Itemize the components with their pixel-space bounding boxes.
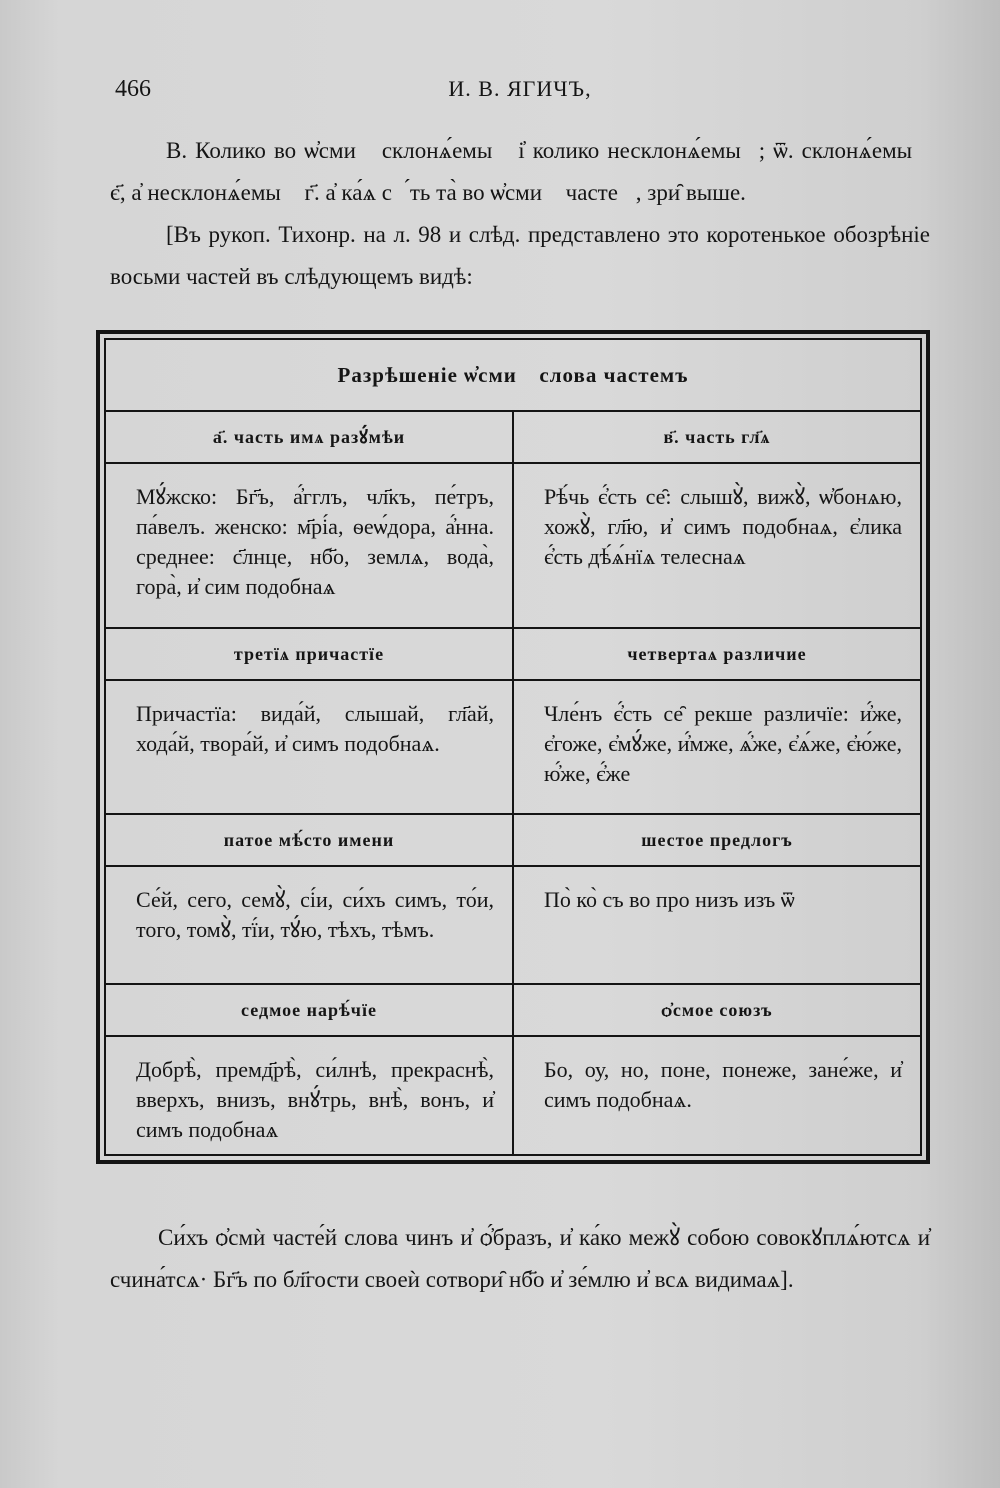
table-header-cell: шестое предлогъ [641,829,793,850]
table-body-cell: Се́й, сего, семꙋ̀, сі́и, си́хъ симъ, то́и, того, томꙋ̀, тї́и, тꙋ́ю, тѣхъ, тѣмъ. [106,867,514,983]
table-body-cell: По̀ ко̀ съ во про низъ изъ ѿ [544,887,795,912]
table-inner-frame [104,338,922,1156]
table-body-cell: Бо, оу, но, поне, понеже, зане́же, и҆ симъ подобнаѧ. [544,1057,902,1112]
table-body-row [106,867,920,985]
table-header-cell: а҃. часть имѧ разꙋ́мѣи [106,412,514,462]
table-header-row [106,815,920,867]
paragraph-editorial-note: [Въ рукоп. Тихонр. на л. 98 и слѣд. представлено это коротенькое обозрѣніе восьми частей въ слѣдующемъ видѣ: [110,222,930,289]
table-header-cell: третїѧ причастїе [106,629,514,679]
table-header-cell: в҃. часть гл҃ѧ [663,426,771,447]
table-body-cell: Чле́нъ є҆́сть се̑ рекше различїе: и҆́же, є҆гоже, є҆мꙋ́же, и҆́мже, ѧ҆́же, є҆ѧ́же, є҆ю́же, ю҆́же, є҆́же [544,701,902,786]
table-title: Разрѣшеніе ѡ҆смиⷨ слова частемъ [106,340,920,412]
table-header-row [106,985,920,1037]
table-body-row [106,464,920,629]
paragraph-closing: Си́хъ ѻ҆смѝ часте́й слова чинъ и҆ ѻ҆́бразъ, и҆ ка́ко межꙋ̀ собою совокꙋплѧ́ютсѧ и҆ счина́тсѧ· Бг҃ъ по бл҃гости своеѝ сотвори̑ нб҃о и҆ зе́млю и҆ всѧ видимаѧ]. [110,1225,930,1292]
table-header-row [106,412,920,464]
table-header-cell: ѻ҆смое союзъ [661,999,773,1020]
page-number: 466 [115,76,151,102]
table-body-row [106,1037,920,1154]
table-header-row [106,629,920,681]
table-header-cell: четвертаѧ различие [627,643,807,664]
table-body-cell: Рѣ́чь є҆́сть се̑: слышꙋ̀, вижꙋ̀, ѡ҆бонѧю, хожꙋ̀, гл҃ю, и҆ симъ подобнаѧ, є҆лика є҆́сть дѣ́ѧ́нїѧ телеснаѧ [544,484,902,569]
running-header [110,76,930,110]
table-body-cell: Добрѣ̀, премд҃рѣ̀, си́лнѣ, прекраснѣ̀, вверхъ, внизъ, внꙋ́трь, внѣ̀, вонъ, и҆ симъ подобнаѧ [106,1037,514,1154]
running-title: И. В. ЯГИЧЪ, [448,76,592,101]
table-body-cell: Мꙋ́жско: Бг҃ъ, а҆́гглъ, чл҃къ, пе́тръ, па́велъ. женско: м҃рі́а, ѳеѡ́дора, а҆́нна. среднее: с҃лнце, нб҃о, землѧ, вода̀, гора̀, и҆ сим подобнаѧ [106,464,514,627]
table-header-cell: патое мѣ́сто имени [106,815,514,865]
table-header-cell: седмое нарѣ́чїе [106,985,514,1035]
table-body-cell: Причастїа: вида́й, слышай, гл҃ай, хода́й, твора́й, и҆ симъ подобнаѧ. [106,681,514,813]
parts-of-speech-table [96,330,930,1164]
paragraph-question: В. Колико во ѡ҆смиⷯ склонѧ́емыⷯ і҆ колико несклонѧ́емыⷯ; ѿ. склонѧ́емыⷯ є҃, а҆ несклонѧ́емыⷯ г҃. а҆ ка́ѧ сꙋ́ть та̀ во ѡ҆смиⷯ частеⷯ, зри̑ выше. [110,138,930,205]
table-body-row [106,681,920,815]
